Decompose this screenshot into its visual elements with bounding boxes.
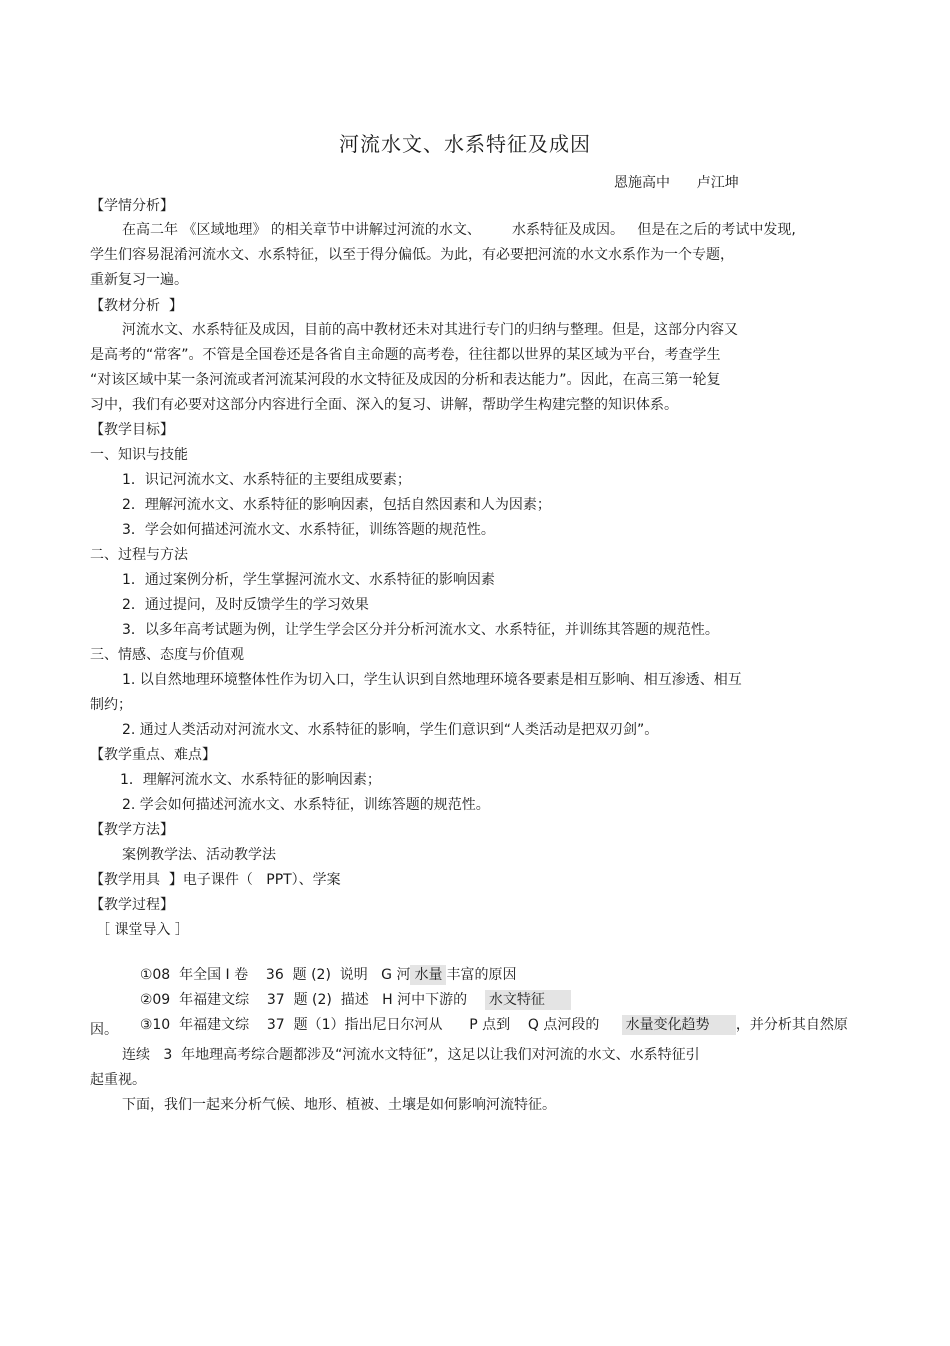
- paragraph-line: 河流水文、水系特征及成因，目前的高中教材还未对其进行专门的归纳与整理。但是，这部分内容又: [122, 322, 738, 338]
- highlighted-term: 水量: [410, 965, 446, 985]
- question-text: ③10 年福建文综 37 题（1）指出尼日尔河从 P 点到 Q 点河段的: [139, 1017, 622, 1033]
- list-item: 2．通过提问，及时反馈学生的学习效果: [122, 597, 369, 613]
- paragraph-line: 是高考的“常客”。不管是全国卷还是各省自主命题的高考卷，往往都以世界的某区域为平台，考查学生: [90, 347, 721, 363]
- list-item: 2. 学会如何描述河流水文、水系特征，训练答题的规范性。: [122, 797, 490, 813]
- paragraph-line: 习中，我们有必要对这部分内容进行全面、深入的复习、讲解，帮助学生构建完整的知识体系。: [90, 397, 678, 413]
- list-item: 1．识记河流水文、水系特征的主要组成要素；: [122, 472, 411, 488]
- list-item: 1．通过案例分析，学生掌握河流水文、水系特征的影响因素: [122, 572, 495, 588]
- paragraph-line: 下面，我们一起来分析气候、地形、植被、土壤是如何影响河流特征。: [122, 1097, 556, 1113]
- list-item: 2. 通过人类活动对河流水文、水系特征的影响，学生们意识到“人类活动是把双刃剑”。: [122, 722, 659, 738]
- section-heading-yongju: 【教学用具 】电子课件（ PPT）、学案: [90, 872, 341, 888]
- question-text: ②09 年福建文综 37 题 (2) 描述 H 河中下游的: [139, 992, 485, 1008]
- section-heading-zhongdian: 【教学重点、难点】: [90, 747, 216, 763]
- list-item: 1．理解河流水文、水系特征的影响因素；: [120, 772, 381, 788]
- paragraph-line: 学生们容易混淆河流水文、水系特征，以至于得分偏低。为此，有必要把河流的水文水系作为一个专题，: [90, 247, 734, 263]
- subsection-heading: 三、情感、态度与价值观: [90, 647, 244, 663]
- paragraph-line: 重新复习一遍。: [90, 272, 188, 288]
- paragraph-line: 连续 3 年地理高考综合题都涉及“河流水文特征”，这足以让我们对河流的水文、水系特征引: [122, 1047, 700, 1063]
- document-title: 河流水文、水系特征及成因: [339, 132, 591, 156]
- section-heading-xueqing: 【学情分析】: [90, 198, 174, 214]
- author-line: 恩施高中 卢江坤: [614, 175, 739, 191]
- question-text: ，并分析其自然原: [735, 1017, 848, 1033]
- question-text: ①08 年全国 I 卷 36 题 (2) 说明 G 河: [139, 967, 411, 983]
- highlighted-term: 水量变化趋势: [622, 1015, 736, 1035]
- highlighted-term: 水文特征: [485, 990, 571, 1010]
- section-heading-guocheng: 【教学过程】: [90, 897, 174, 913]
- paragraph-line: 案例教学法、活动教学法: [122, 847, 276, 863]
- list-item: 3．学会如何描述河流水文、水系特征，训练答题的规范性。: [122, 522, 495, 538]
- section-heading-mubiao: 【教学目标】: [90, 422, 174, 438]
- list-item: 3．以多年高考试题为例，让学生学会区分并分析河流水文、水系特征，并训练其答题的规范性。: [122, 622, 719, 638]
- section-heading-fangfa: 【教学方法】: [90, 822, 174, 838]
- list-item: 2．理解河流水文、水系特征的影响因素，包括自然因素和人为因素；: [122, 497, 551, 513]
- question-text: 丰富的原因: [446, 967, 517, 983]
- paragraph-line: “对该区域中某一条河流或者河流某河段的水文特征及成因的分析和表达能力”。因此，在高三第一轮复: [90, 372, 721, 388]
- paragraph-line: 在高二年 《区域地理》 的相关章节中讲解过河流的水文、 水系特征及成因。 但是在之后的考试中发现,: [122, 222, 796, 238]
- section-heading-jiaocai: 【教材分析 】: [90, 298, 183, 314]
- question-continuation: 因。: [90, 1022, 118, 1038]
- list-item-continuation: 制约；: [90, 697, 132, 713]
- subsection-heading: 二、过程与方法: [90, 547, 188, 563]
- list-item: 1. 以自然地理环境整体性作为切入口，学生认识到自然地理环境各要素是相互影响、相互渗透、相互: [122, 672, 742, 688]
- subsection-heading: 一、知识与技能: [90, 447, 188, 463]
- subsection-heading: ［ 课堂导入 ］: [96, 922, 189, 938]
- paragraph-line: 起重视。: [90, 1072, 146, 1088]
